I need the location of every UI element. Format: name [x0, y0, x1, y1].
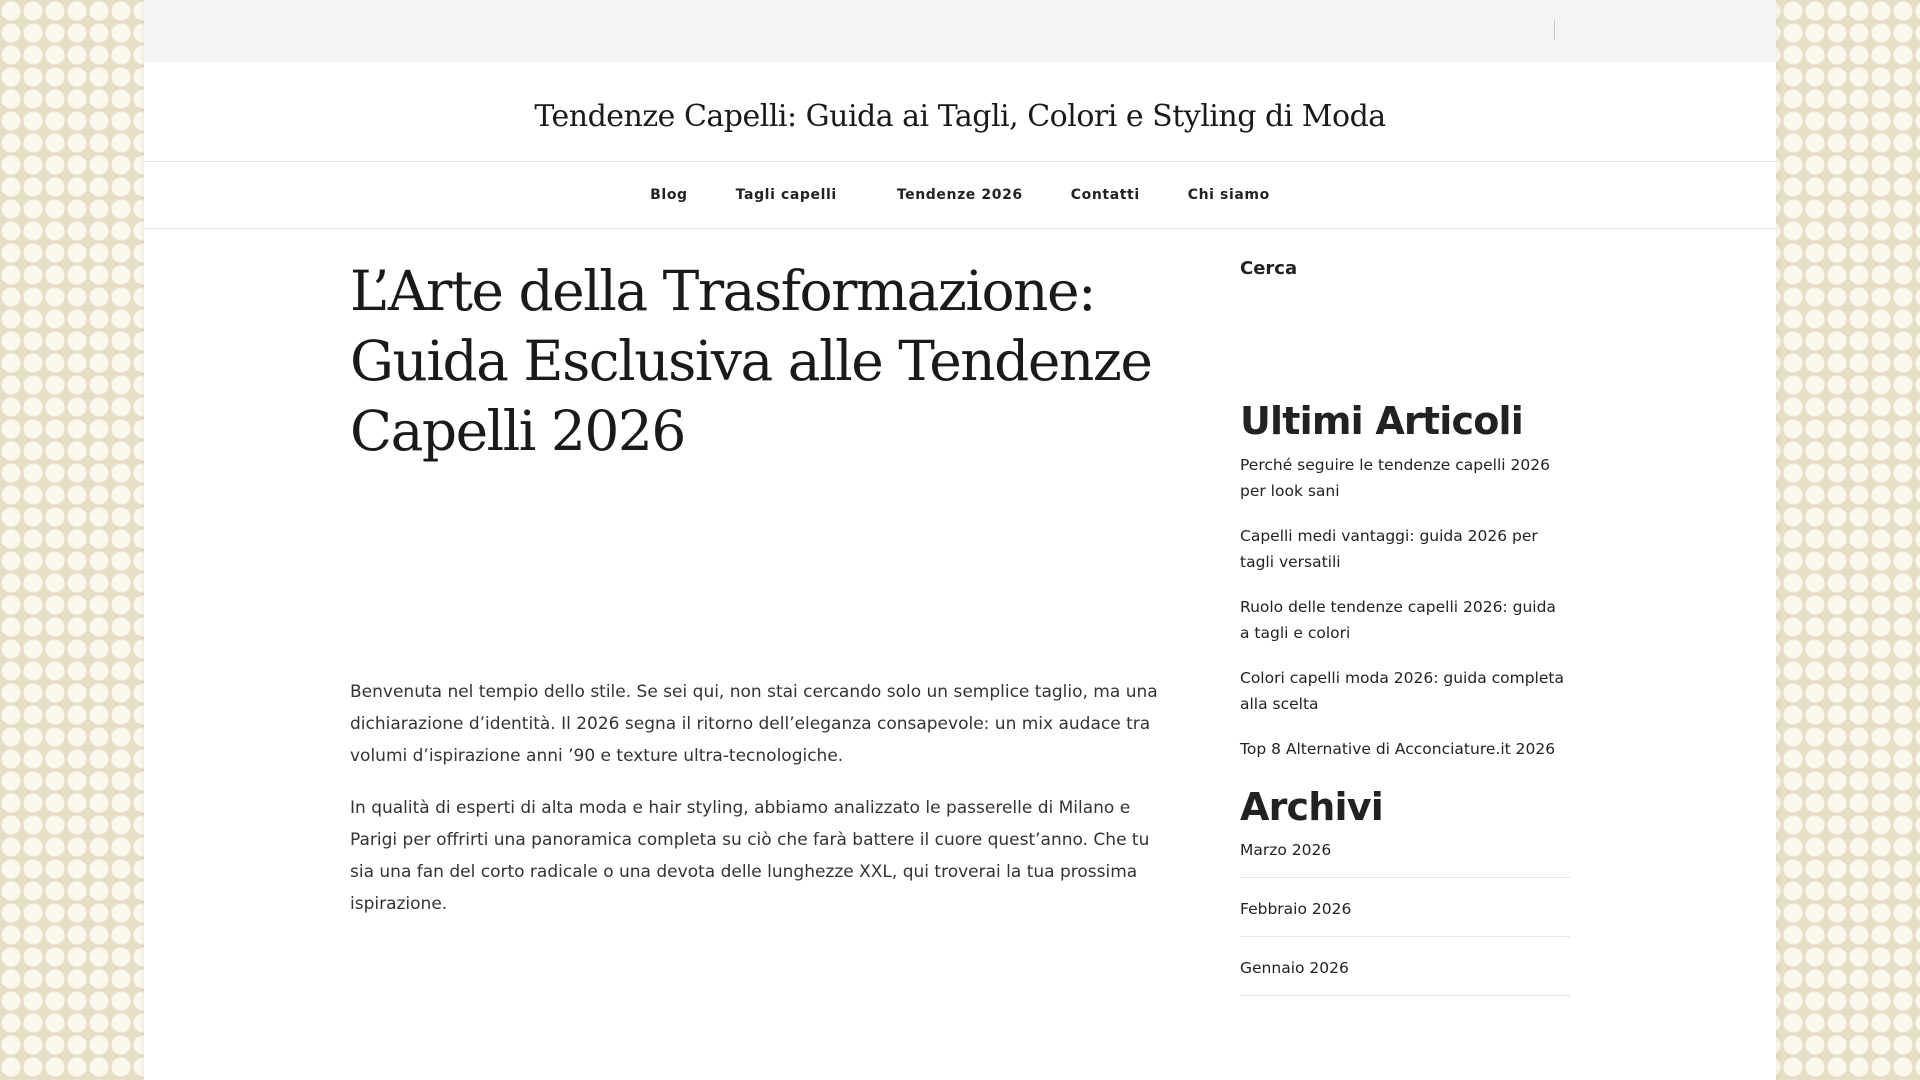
article-paragraph: Benvenuta nel tempio dello stile. Se sei qui, non stai cercando solo un semplice taglio, ma una dichiarazione d’identità. Il 2026 segna il ritorno dell’eleganza consapevole: un mix audace tra volumi d’ispirazione anni ’90 e texture ultra-tecnologiche.	[350, 682, 1158, 766]
recent-post-link[interactable]: Capelli medi vantaggi: guida 2026 per tagli versatili	[1240, 527, 1538, 571]
site-title[interactable]: Tendenze Capelli: Guida ai Tagli, Colori e Styling di Moda	[534, 99, 1386, 134]
recent-post-link[interactable]: Colori capelli moda 2026: guida completa alla scelta	[1240, 669, 1564, 713]
archives-title: Archivi	[1240, 784, 1383, 829]
article-title: L’Arte della Trasformazione: Guida Esclusiva alle Tendenze Capelli 2026	[350, 259, 1152, 463]
site-header	[144, 62, 1776, 162]
recent-post-link[interactable]: Ruolo delle tendenze capelli 2026: guida a tagli e colori	[1240, 598, 1556, 642]
sidebar	[1240, 258, 1570, 1018]
archive-link[interactable]: Gennaio 2026	[1240, 959, 1570, 996]
archive-link[interactable]: Marzo 2026	[1240, 841, 1570, 878]
archives-list	[1240, 841, 1570, 996]
article-content	[350, 256, 1170, 940]
archives-widget	[1240, 785, 1570, 996]
top-bar	[144, 0, 1776, 62]
nav-item-chi-siamo[interactable]: Chi siamo	[1187, 187, 1270, 203]
nav-item-tagli-capelli[interactable]: Tagli capelli	[735, 187, 837, 203]
recent-post-link[interactable]: Perché seguire le tendenze capelli 2026 per look sani	[1240, 456, 1550, 500]
nav-item-blog[interactable]: Blog	[650, 187, 688, 203]
recent-post-link[interactable]: Top 8 Alternative di Acconciature.it 2026	[1240, 740, 1556, 758]
top-bar-divider	[1554, 20, 1555, 40]
recent-posts-widget	[1240, 399, 1570, 763]
search-widget	[1240, 258, 1570, 279]
article-paragraph: In qualità di esperti di alta moda e hair styling, abbiamo analizzato le passerelle di Milano e Parigi per offrirti una panoramica completa su ciò che farà battere il cuore quest’anno. Che tu sia una fan del corto radicale o una devota delle lunghezze XXL, qui troverai la tua prossima ispirazione.	[350, 798, 1150, 914]
nav-item-tendenze-2026[interactable]: Tendenze 2026	[896, 187, 1023, 203]
search-widget-title: Cerca	[1240, 258, 1298, 279]
recent-posts-list	[1240, 453, 1570, 763]
nav-item-contatti[interactable]: Contatti	[1070, 187, 1140, 203]
recent-posts-title: Ultimi Articoli	[1240, 399, 1523, 443]
main-nav	[144, 162, 1776, 229]
archive-link[interactable]: Febbraio 2026	[1240, 900, 1570, 937]
article-body	[350, 676, 1170, 920]
page-container	[144, 0, 1776, 1080]
